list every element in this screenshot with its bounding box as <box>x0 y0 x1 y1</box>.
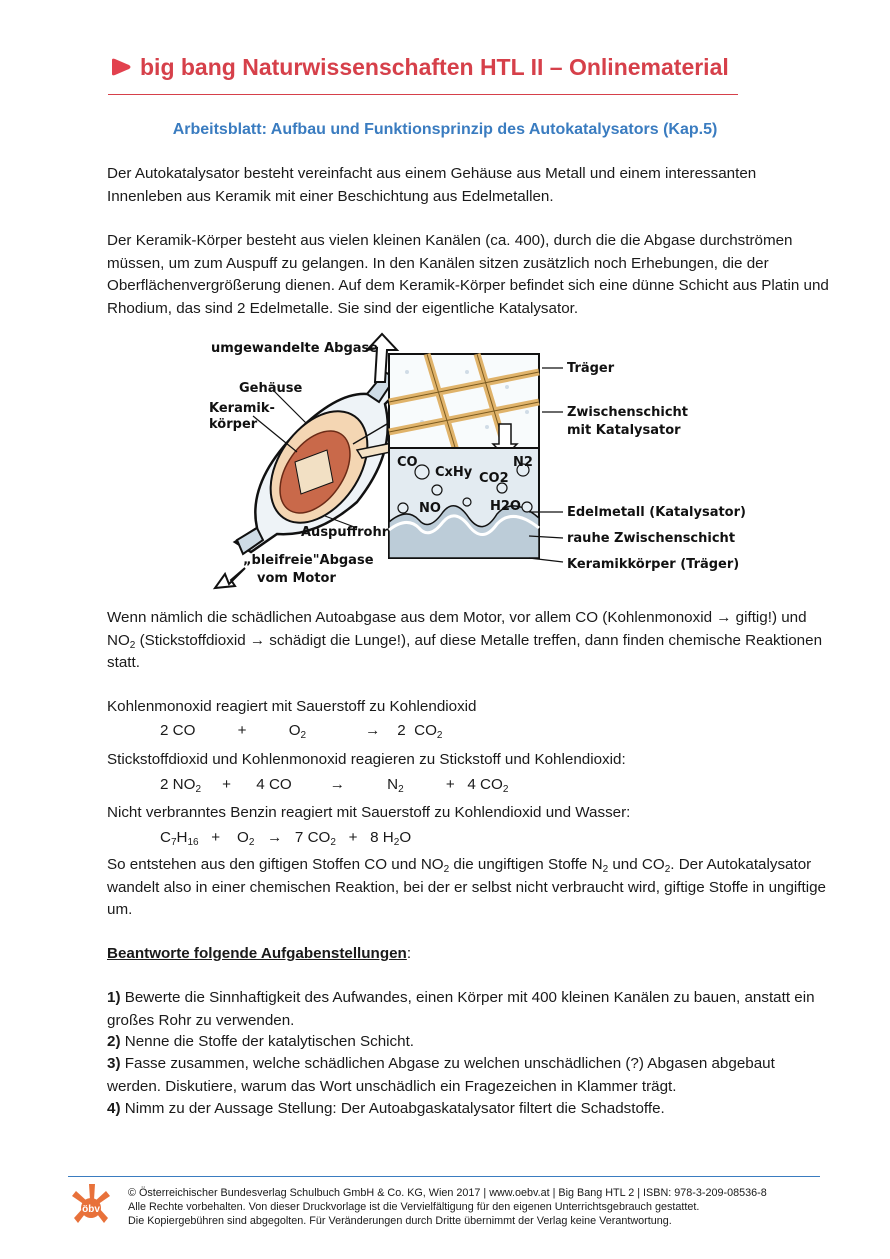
reaction-1-equation: 2 CO + $O_2$ → 2 $CO_2$ <box>160 722 443 741</box>
logo-text: öbv <box>82 1204 100 1215</box>
summary-paragraph: So entstehen aus den giftigen Stoffen CO und $NO_2$ die ungiftigen Stoffe $N_2$ und $CO_2$. Der Autokatalysator wandelt also in einer chemischen Reaktion, bei der er selbst nicht verbraucht wird, giftige Stoffe in ungiftige um. <box>107 856 826 918</box>
label-co2: CO2 <box>479 471 509 486</box>
reaction-3-text: Nicht verbranntes Benzin reagiert mit Sauerstoff zu Kohlendioxid und Wasser: <box>107 804 631 821</box>
footer-line-3: Die Kopiergebühren sind abgegolten. Für Veränderungen durch Dritte übernimmt der Verlag keine Verantwortung. <box>128 1215 672 1227</box>
reaction-intro: Wenn nämlich die schädlichen Autoabgase aus dem Motor, vor allem CO (Kohlenmonoxid → giftig!) und $NO_2$ (Stickstoffdioxid → schädigt die Lunge!), auf diese Metalle treffen, dann finden chemische Reaktionen statt. <box>107 609 823 671</box>
footer-divider <box>68 1176 820 1177</box>
task-3: 3) Fasse zusammen, welche schädlichen Abgase zu welchen unschädlichen (?) Abgasen abgebaut werden. Diskutiere, warum das Wort unschädlich ein Fragezeichen in Klammer trägt. <box>107 1055 775 1095</box>
reaction-2-equation: 2 $NO_2$ + 4 CO → $N_2$ + 4 $CO_2$ <box>160 776 509 795</box>
oebv-logo <box>68 1182 114 1228</box>
label-zwischenschicht: Zwischenschicht <box>567 405 688 420</box>
label-vom-motor: vom Motor <box>257 571 336 586</box>
label-keramik-2: körper <box>209 417 258 432</box>
honeycomb-detail <box>389 354 539 456</box>
catalytic-converter-illustration <box>207 332 747 590</box>
label-auspuffrohr: Auspuffrohr <box>301 525 389 540</box>
header-title: big bang Naturwissenschaften HTL II – Onlinematerial <box>140 54 729 80</box>
tasks-heading: Beantworte folgende Aufgabenstellungen: <box>107 945 412 962</box>
reaction-1-text: Kohlenmonoxid reagiert mit Sauerstoff zu Kohlendioxid <box>107 698 477 715</box>
label-co: CO <box>397 455 418 470</box>
label-mit-katalysator: mit Katalysator <box>567 423 681 438</box>
intro-paragraph-1: Der Autokatalysator besteht vereinfacht aus einem Gehäuse aus Metall und einem interessanten Innenleben aus Keramik mit einer Beschichtung aus Edelmetallen. <box>107 165 757 205</box>
label-traeger: Träger <box>567 361 615 376</box>
footer-copyright <box>128 1186 767 1228</box>
footer-line-2: Alle Rechte vorbehalten. Von dieser Druckvorlage ist die Vervielfältigung für den eigenen Unterrichtsgebrauch gestattet. <box>128 1201 700 1213</box>
label-h2o: H2O <box>490 499 521 514</box>
label-n2: N2 <box>513 455 533 470</box>
label-umgewandelte-abgase: umgewandelte Abgase <box>211 341 379 356</box>
page-header <box>108 54 738 95</box>
intro-paragraph-2: Der Keramik-Körper besteht aus vielen kleinen Kanälen (ca. 400), durch die die Abgase durchströmen müssen, um zum Auspuff zu gelangen. In den Kanälen sitzen zusätzlich noch Erhebungen, die der Oberflächenvergrößerung dienen. Auf dem Keramik-Körper befindet sich eine dünne Schicht aus Platin und Rhodium, das sind 2 Edelmetalle. Sie sind der eigentliche Katalysator. <box>107 232 829 317</box>
label-bleifreie-abgase: „bleifreie"Abgase <box>243 553 374 568</box>
label-no: NO <box>419 501 441 516</box>
reaction-2-text: Stickstoffdioxid und Kohlenmonoxid reagieren zu Stickstoff und Kohlendioxid: <box>107 751 626 768</box>
label-edelmetall: Edelmetall (Katalysator) <box>567 505 746 520</box>
task-4: 4) Nimm zu der Aussage Stellung: Der Autoabgaskatalysator filtert die Schadstoffe. <box>107 1100 665 1117</box>
footer-line-1: © Österreichischer Bundesverlag Schulbuch GmbH & Co. KG, Wien 2017 | www.oebv.at | Big Bang HTL 2 | ISBN: 978-3-209-08536-8 <box>128 1187 767 1199</box>
reaction-detail <box>389 448 539 558</box>
label-gehaeuse: Gehäuse <box>239 381 303 396</box>
label-cxhy: CxHy <box>435 465 473 480</box>
label-keramikkoerper-traeger: Keramikkörper (Träger) <box>567 557 740 572</box>
reaction-3-equation: $C_7H_{16}$ + $O_2 \to 7$ $CO_2 + 8$ $H_2O$ <box>160 829 412 848</box>
label-keramik-1: Keramik- <box>209 401 275 416</box>
worksheet-title: Arbeitsblatt: Aufbau und Funktionsprinzip des Autokatalysators (Kap.5) <box>172 121 718 138</box>
brand-arrow-icon <box>110 58 132 76</box>
label-rauhe-zwischenschicht: rauhe Zwischenschicht <box>567 531 736 546</box>
task-2: 2) Nenne die Stoffe der katalytischen Schicht. <box>107 1033 415 1050</box>
task-1: 1) Bewerte die Sinnhaftigkeit des Aufwandes, einen Körper mit 400 kleinen Kanälen zu bauen, anstatt ein großes Rohr zu verwenden. <box>107 989 815 1029</box>
